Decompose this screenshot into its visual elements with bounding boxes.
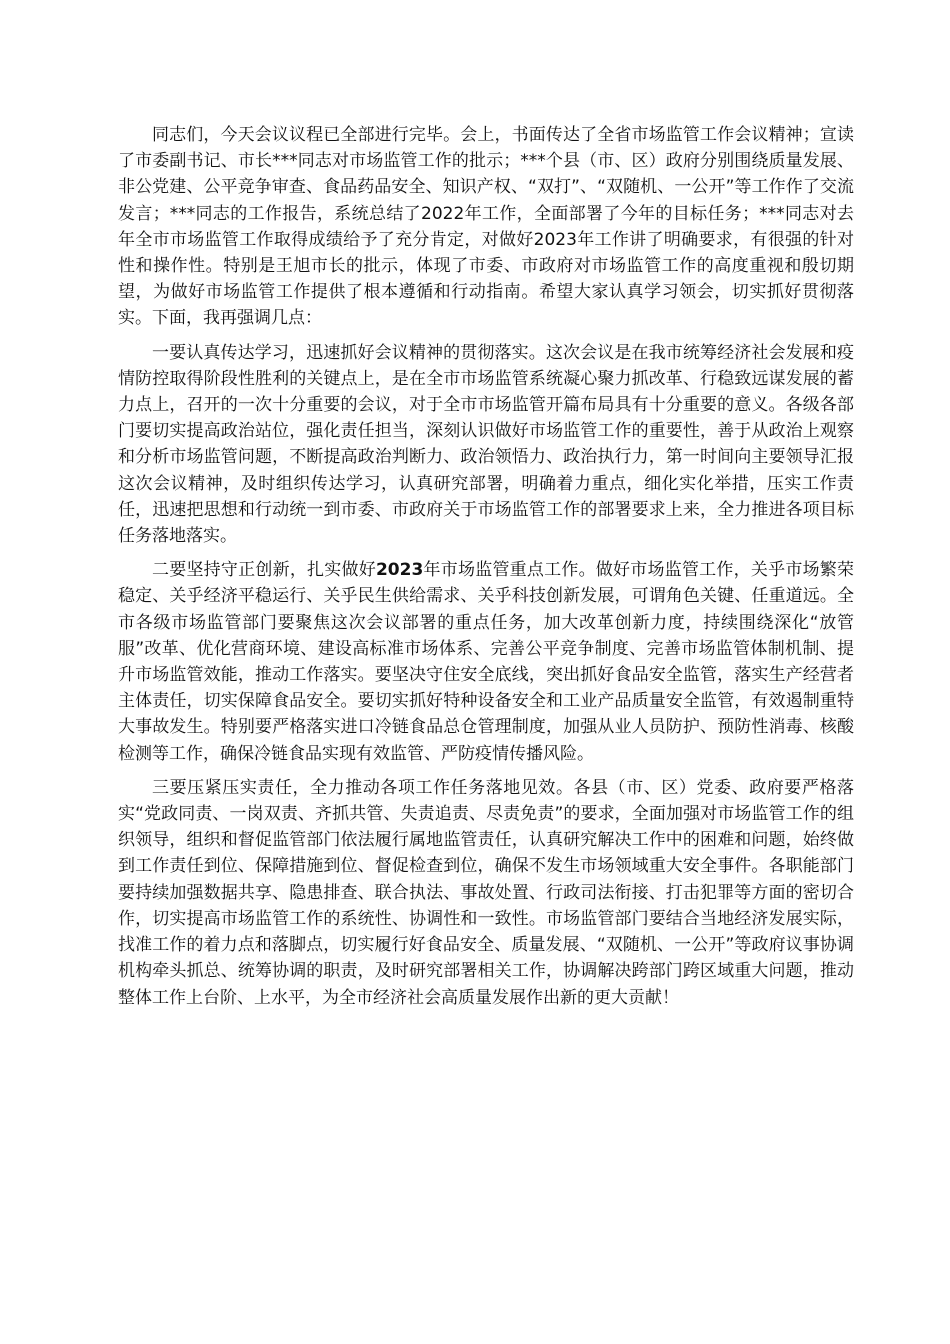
document-body [118,122,854,1019]
point-two-suffix: 年市场监管重点工作。做好市场监管工作，关乎市场繁荣稳定、关乎经济平稳运行、关乎民生供给需求、关乎科技创新发展，可谓角色关键、任重道远。全市各级市场监管部门要聚焦这次会议部署的重点任务，加大改革创新力度，持续围绕深化“放管服”改革、优化营商环境、建设高标准市场体系、完善公平竞争制度、完善市场监管体制机制、提升市场监管效能，推动工作落实。要坚决守住安全底线，突出抓好食品安全监管，落实生产经营者主体责任，切实保障食品安全。要切实抓好特种设备安全和工业产品质量安全监管，有效遏制重特大事故发生。特别要严格落实进口冷链食品总仓管理制度，加强从业人员防护、预防性消毒、核酸检测等工作，确保冷链食品实现有效监管、严防疫情传播风险。 [118,560,855,764]
paragraph-point-three: 三要压紧压实责任，全力推动各项工作任务落地见效。各县（市、区）党委、政府要严格落实“党政同责、一岗双责、齐抓共管、失责追责、尽责免责”的要求，全面加强对市场监管工作的组织领导，组织和督促监管部门依法履行属地监管责任，认真研究解决工作中的困难和问题，始终做到工作责任到位、保障措施到位、督促检查到位，确保不发生市场领域重大安全事件。各职能部门要持续加强数据共享、隐患排查、联合执法、事故处置、行政司法衔接、打击犯罪等方面的密切合作，切实提高市场监管工作的系统性、协调性和一致性。市场监管部门要结合当地经济发展实际，找准工作的着力点和落脚点，切实履行好食品安全、质量发展、“双随机、一公开”等政府议事协调机构牵头抓总、统筹协调的职责，及时研究部署相关工作，协调解决跨部门跨区域重大问题，推动整体工作上台阶、上水平，为全市经济社会高质量发展作出新的更大贡献！ [118,777,854,1008]
paragraph-intro: 同志们，今天会议议程已全部进行完毕。会上，书面传达了全省市场监管工作会议精神；宣读了市委副书记、市长***同志对市场监管工作的批示；***个县（市、区）政府分别围绕质量发展、非公党建、公平竞争审查、食品药品安全、知识产权、“双打”、“双随机、一公开”等工作作了交流发言；***同志的工作报告，系统总结了2022年工作，全面部署了今年的目标任务；***同志对去年全市市场监管工作取得成绩给予了充分肯定，对做好2023年工作讲了明确要求，有很强的针对性和操作性。特别是王旭市长的批示，体现了市委、市政府对市场监管工作的高度重视和殷切期望，为做好市场监管工作提供了根本遵循和行动指南。希望大家认真学习领会，切实抓好贯彻落实。下面，我再强调几点： [118,125,854,329]
paragraph-point-one: 一要认真传达学习，迅速抓好会议精神的贯彻落实。这次会议是在我市统筹经济社会发展和疫情防控取得阶段性胜利的关键点上，是在全市市场监管系统凝心聚力抓改革、行稳致远谋发展的蓄力点上，召开的一次十分重要的会议，对于全市市场监管开篇布局具有十分重要的意义。各级各部门要切实提高政治站位，强化责任担当，深刻认识做好市场监管工作的重要性，善于从政治上观察和分析市场监管问题，不断提高政治判断力、政治领悟力、政治执行力，第一时间向主要领导汇报这次会议精神，及时组织传达学习，认真研究部署，明确着力重点，细化实化举措，压实工作责任，迅速把思想和行动统一到市委、市政府关于市场监管工作的部署要求上来，全力推进各项目标任务落地落实。 [118,342,854,547]
point-two-year: 2023 [375,560,424,581]
paragraph-point-two [118,557,854,767]
point-two-prefix: 二要坚持守正创新，扎实做好 [152,560,376,581]
